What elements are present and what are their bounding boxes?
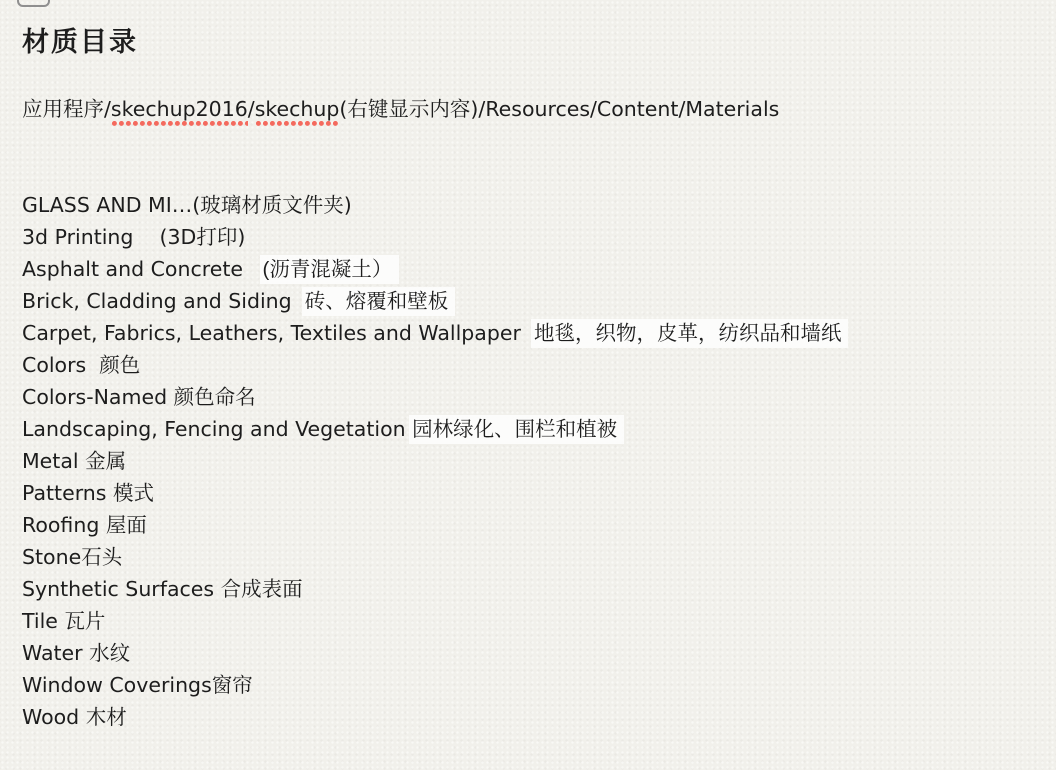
material-name-zh: 地毯，织物，皮革，纺织品和墙纸 xyxy=(534,322,846,345)
material-separator xyxy=(243,257,263,281)
material-name-zh: 水纹 xyxy=(89,641,131,665)
misspelled-word-skechup2016: skechup2016 xyxy=(110,97,248,121)
material-list-item xyxy=(22,701,1034,733)
material-separator xyxy=(133,225,159,249)
material-list-item xyxy=(22,381,1034,413)
material-name-zh: 木材 xyxy=(85,705,127,729)
material-list-item xyxy=(22,317,1034,349)
material-name-zh: 颜色 xyxy=(99,353,141,377)
material-name-en: Synthetic Surfaces xyxy=(22,577,215,601)
material-name-zh: 砖、熔覆和壁板 xyxy=(305,290,453,313)
material-list-item xyxy=(22,445,1034,477)
material-name-en: 3d Printing xyxy=(22,225,134,249)
material-name-en: Tile xyxy=(22,609,58,633)
material-name-en: Metal xyxy=(22,449,79,473)
material-list-item xyxy=(22,637,1034,669)
material-name-zh: 屋面 xyxy=(105,513,147,537)
material-list-item xyxy=(22,221,1034,253)
material-name-en: Window Coverings xyxy=(22,673,212,697)
material-list-item xyxy=(22,669,1034,701)
path-suffix: (右键显示内容)/Resources/Content/Materials xyxy=(339,97,780,121)
material-name-en: Brick, Cladding and Siding xyxy=(22,289,292,313)
material-name-zh: (3D打印) xyxy=(159,225,246,249)
misspelled-word-skechup: skechup xyxy=(254,97,340,121)
material-name-zh: 模式 xyxy=(112,481,154,505)
material-name-en: Roofing xyxy=(22,513,100,537)
materials-list xyxy=(22,189,1034,733)
material-name-zh: 石头 xyxy=(81,545,123,569)
material-list-item xyxy=(22,189,1034,221)
material-list-item xyxy=(22,477,1034,509)
material-separator xyxy=(292,289,305,313)
material-name-en: Carpet, Fabrics, Leathers, Textiles and Wallpaper xyxy=(22,321,521,345)
material-list-item xyxy=(22,605,1034,637)
path-prefix: 应用程序/ xyxy=(22,97,111,121)
path-separator: / xyxy=(247,97,255,121)
material-name-en: Wood xyxy=(22,705,80,729)
material-list-item xyxy=(22,541,1034,573)
material-name-zh: 园林绿化、围栏和植被 xyxy=(412,418,621,441)
material-name-zh: (玻璃材质文件夹) xyxy=(192,193,352,217)
material-separator xyxy=(521,321,534,345)
material-name-en: GLASS AND MI… xyxy=(22,193,193,217)
material-list-item xyxy=(22,573,1034,605)
material-list-item xyxy=(22,349,1034,381)
material-name-zh: 金属 xyxy=(85,449,127,473)
material-list-item xyxy=(22,285,1034,317)
material-list-item xyxy=(22,509,1034,541)
material-separator xyxy=(86,353,99,377)
material-name-en: Landscaping, Fencing and Vegetation xyxy=(22,417,406,441)
material-name-zh: 窗帘 xyxy=(211,673,253,697)
material-list-item xyxy=(22,413,1034,445)
material-name-en: Stone xyxy=(22,545,82,569)
material-name-en: Patterns xyxy=(22,481,107,505)
materials-path xyxy=(22,93,1034,125)
material-name-en: Colors-Named xyxy=(22,385,168,409)
material-name-zh: 颜色命名 xyxy=(173,385,256,409)
page-title: 材质目录 xyxy=(22,27,138,58)
material-name-zh: 瓦片 xyxy=(64,609,106,633)
material-name-zh: (沥青混凝土） xyxy=(263,258,397,281)
material-list-item xyxy=(22,253,1034,285)
material-name-en: Water xyxy=(22,641,83,665)
material-name-zh: 合成表面 xyxy=(220,577,303,601)
material-name-en: Colors xyxy=(22,353,87,377)
material-name-en: Asphalt and Concrete xyxy=(22,257,243,281)
